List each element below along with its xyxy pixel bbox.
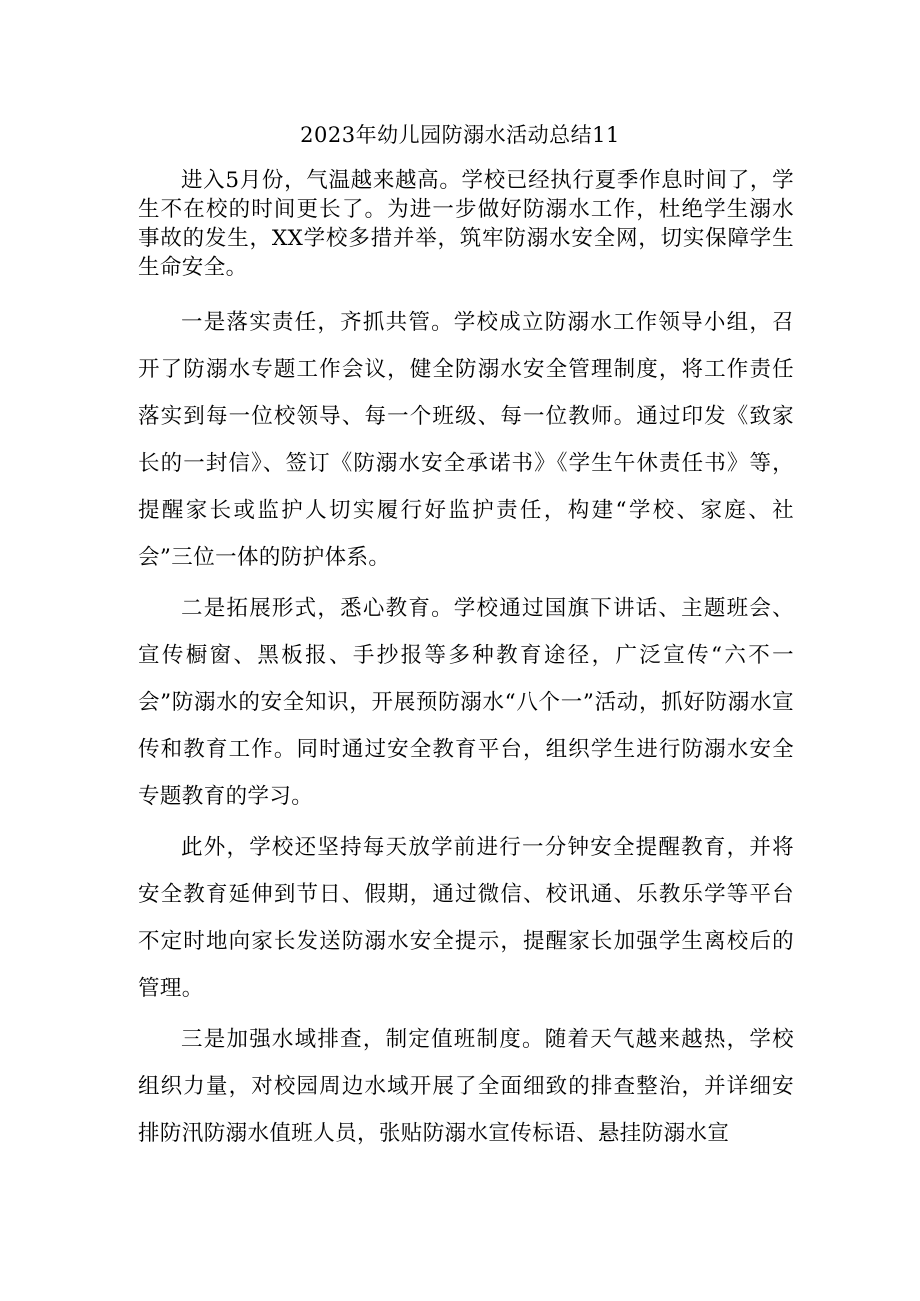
paragraph-responsibility: 一是落实责任，齐抓共管。学校成立防溺水工作领导小组，召开了防溺水专题工作会议，健全防溺水安全管理制度，将工作责任落实到每一位校领导、每一个班级、每一位教师。通过印发《致家长的一封信》、签订《防溺水安全承诺书》《学生午休责任书》等，提醒家长或监护人切实履行好监护责任，构建“学校、家庭、社会”三位一体的防护体系。 xyxy=(138,310,794,570)
paragraph-daily-reminder: 此外，学校还坚持每天放学前进行一分钟安全提醒教育，并将安全教育延伸到节日、假期，通过微信、校讯通、乐教乐学等平台不定时地向家长发送防溺水安全提示，提醒家长加强学生离校后的管理。 xyxy=(138,835,794,1001)
paragraph-intro: 进入5月份，气温越来越高。学校已经执行夏季作息时间了，学生不在校的时间更长了。为进一步做好防溺水工作，杜绝学生溺水事故的发生，XX学校多措并举，筑牢防溺水安全网，切实保障学生生命安全。 xyxy=(138,168,794,280)
paragraph-water-inspection: 三是加强水域排查，制定值班制度。随着天气越来越热，学校组织力量，对校园周边水域开展了全面细致的排查整治，并详细安排防汛防溺水值班人员，张贴防溺水宣传标语、悬挂防溺水宣 xyxy=(138,1027,794,1146)
document-title: 2023年幼儿园防溺水活动总结11 xyxy=(300,123,620,147)
paragraph-education: 二是拓展形式，悉心教育。学校通过国旗下讲话、主题班会、宣传橱窗、黑板报、手抄报等多种教育途径，广泛宣传“六不一会”防溺水的安全知识，开展预防溺水“八个一”活动，抓好防溺水宣传和教育工作。同时通过安全教育平台，组织学生进行防溺水安全专题教育的学习。 xyxy=(138,596,794,809)
document-body xyxy=(138,166,794,1161)
